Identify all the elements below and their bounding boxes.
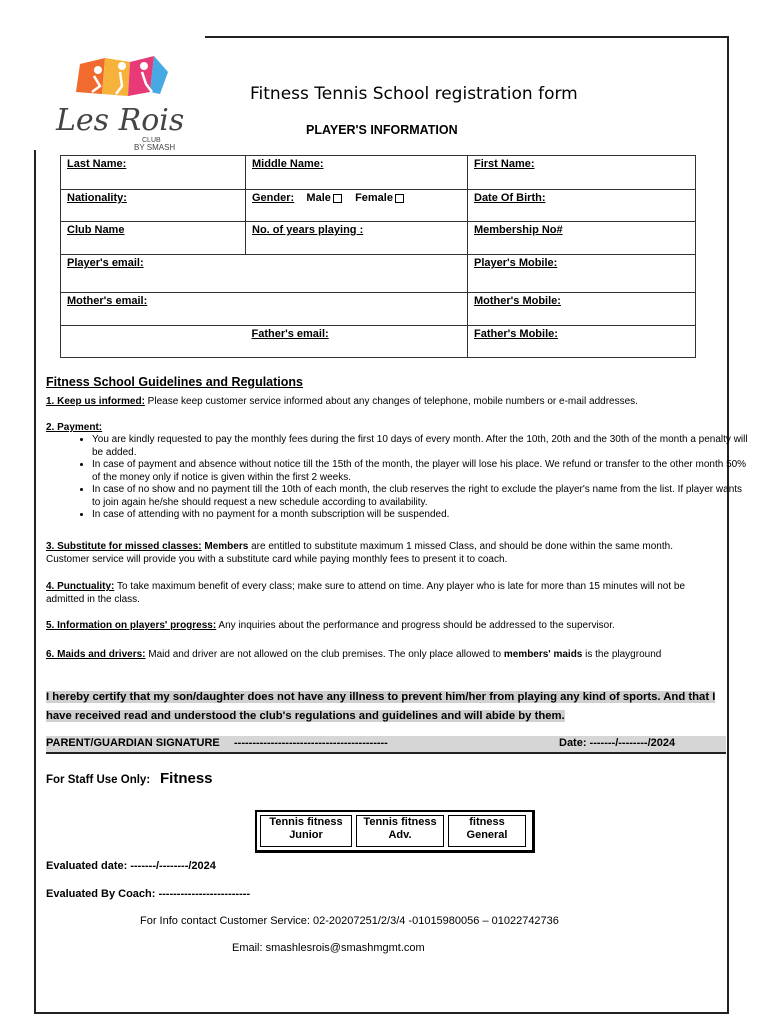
player-info-table [60, 155, 696, 358]
middle-name-field[interactable]: Middle Name: [246, 156, 468, 190]
guideline-3: 3. Substitute for missed classes: Members are entitled to substitute maximum 1 missed Class, and should be done within the same month. Customer service will provide you with a substitute card while paying monthly fees to present it to coach. [46, 541, 673, 565]
contact-email: Email: smashlesrois@smashmgmt.com [232, 942, 425, 954]
table-row [61, 326, 696, 358]
logo-brand: Les Rois [56, 103, 185, 138]
evaluated-by-coach[interactable]: Evaluated By Coach: ------------------------- [46, 888, 251, 900]
signature-label: PARENT/GUARDIAN SIGNATURE [46, 737, 220, 749]
female-checkbox[interactable] [395, 194, 404, 203]
list-item: • In case of no show and no payment till the 10th of each month, the club reserves the right to exclude the player's name from the list. If player wants to join again he/she should request a new schedule according to availability. [92, 484, 752, 509]
player-mobile-field[interactable]: Player's Mobile: [468, 255, 696, 293]
certification-statement: I hereby certify that my son/daughter does not have any illness to prevent him/her from playing any kind of sports. And that I have received read and understood the club's regulations and guidelines and will abide by them. [46, 691, 716, 722]
guideline-2-label: 2. Payment: [46, 422, 103, 433]
male-checkbox[interactable] [333, 194, 342, 203]
dob-field[interactable]: Date Of Birth: [468, 190, 696, 222]
page-border-right [727, 36, 729, 1014]
guideline-6: 6. Maids and drivers: Maid and driver are not allowed on the club premises. The only place allowed to members' maids is the playground [46, 649, 662, 660]
page-border-left [34, 150, 36, 1014]
signature-line[interactable]: ------------------------------------------ [234, 737, 388, 749]
les-rois-logo [50, 52, 190, 152]
payment-list [46, 434, 752, 522]
years-playing-field[interactable]: No. of years playing : [246, 222, 468, 255]
signature-date[interactable]: Date: -------/--------/2024 [559, 737, 676, 749]
form-title: Fitness Tennis School registration form [250, 84, 578, 104]
father-mobile-field[interactable]: Father's Mobile: [468, 326, 696, 358]
evaluated-date[interactable]: Evaluated date: -------/--------/2024 [46, 860, 216, 872]
option-tennis-fitness-junior[interactable]: Tennis fitness Junior [260, 815, 352, 847]
player-email-field[interactable]: Player's email: [61, 255, 468, 293]
last-name-field[interactable]: Last Name: [61, 156, 246, 190]
option-tennis-fitness-adv[interactable]: Tennis fitness Adv. [356, 815, 444, 847]
table-row [61, 293, 696, 326]
first-name-field[interactable]: First Name: [468, 156, 696, 190]
list-item: • You are kindly requested to pay the monthly fees during the first 10 days of every month. After the 10th, 20th and the 30th of the month a penalty will be added. [92, 434, 752, 459]
guideline-4: 4. Punctuality: To take maximum benefit of every class; make sure to attend on time. Any player who is late for more than 15 minutes will not be admitted in the class. [46, 581, 686, 605]
father-email-field[interactable]: Father's email: [246, 326, 468, 358]
page-border-top [205, 36, 729, 38]
table-row [61, 156, 696, 190]
signature-bar [46, 736, 726, 754]
option-fitness-general[interactable]: fitness General [448, 815, 526, 847]
player-info-heading: PLAYER'S INFORMATION [306, 123, 458, 137]
program-options [255, 810, 535, 853]
contact-info: For Info contact Customer Service: 02-20207251/2/3/4 -01015980056 – 01022742736 [140, 915, 559, 927]
guideline-5: 5. Information on players' progress: Any inquiries about the performance and progress should be addressed to the supervisor. [46, 620, 615, 631]
gender-field: Gender: Male Female [246, 190, 468, 222]
table-row [61, 255, 696, 293]
staff-use-value: Fitness [160, 770, 213, 787]
table-row [61, 190, 696, 222]
logo-by-smash: BY SMASH [134, 143, 176, 152]
nationality-field[interactable]: Nationality: [61, 190, 246, 222]
mother-email-field[interactable]: Mother's email: [61, 293, 468, 326]
page-border-bottom [34, 1012, 729, 1014]
list-item: • In case of attending with no payment for a month subscription will be suspended. [92, 509, 752, 522]
mother-mobile-field[interactable]: Mother's Mobile: [468, 293, 696, 326]
list-item: • In case of payment and absence without notice till the 15th of the month, the player will lose his place. We refund or transfer to the other month 50% of the money only if notice is given within the first 2 weeks. [92, 459, 752, 484]
club-name-field[interactable]: Club Name [61, 222, 246, 255]
logo-club: CLUB [142, 137, 161, 144]
staff-use-label: For Staff Use Only: [46, 774, 151, 786]
guideline-1: 1. Keep us informed: Please keep customer service informed about any changes of telephone, mobile numbers or e-mail addresses. [46, 396, 638, 407]
guidelines-title: Fitness School Guidelines and Regulations [46, 375, 303, 389]
membership-field[interactable]: Membership No# [468, 222, 696, 255]
table-row [61, 222, 696, 255]
